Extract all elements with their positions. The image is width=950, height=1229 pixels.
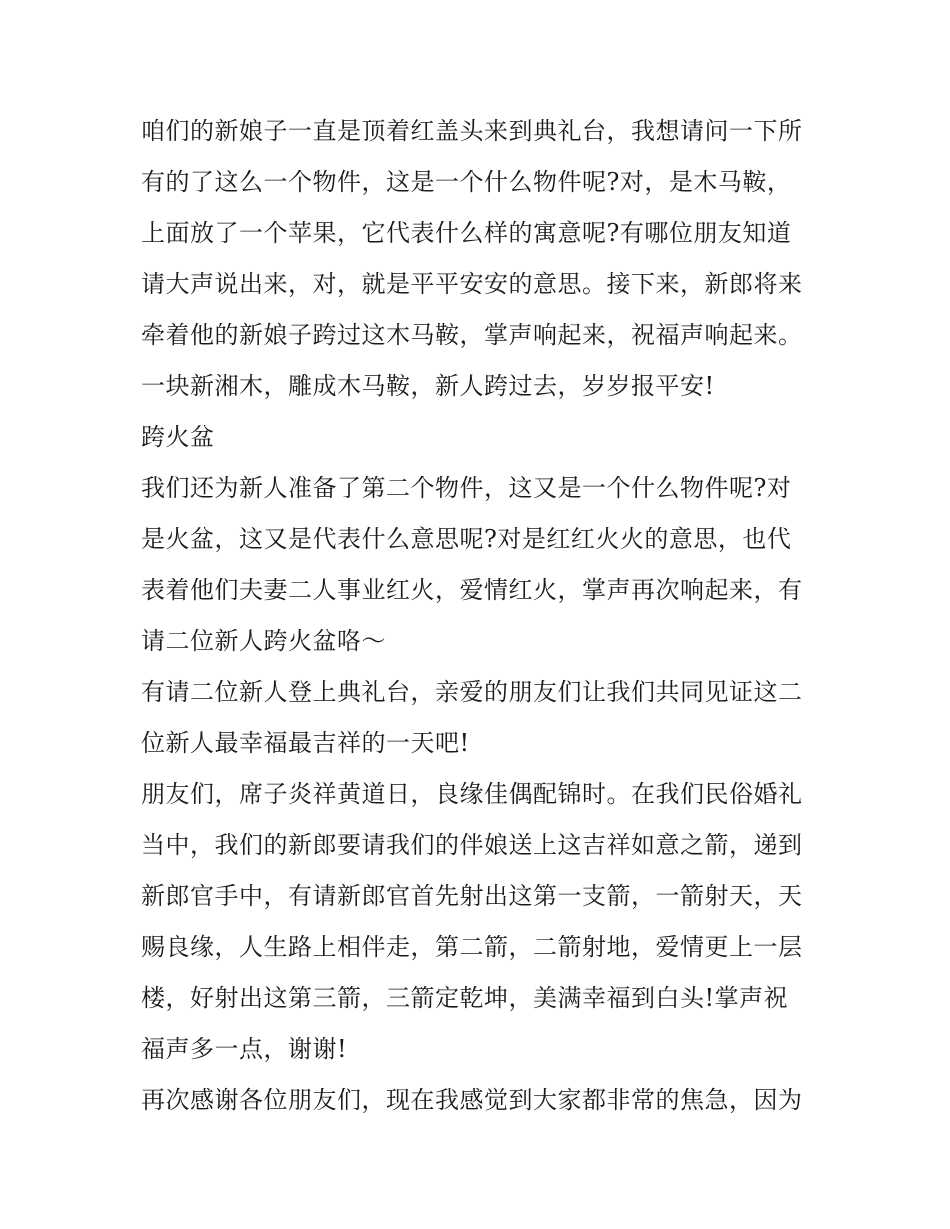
text-line: 表着他们夫妻二人事业红火，爱情红火，掌声再次响起来，有 [141,576,803,604]
text-line: 福声多一点，谢谢! [141,1035,348,1063]
text-line: 当中，我们的新郎要请我们的伴娘送上这吉祥如意之箭，递到 [141,831,803,859]
text-line: 是火盆，这又是代表什么意思呢?对是红红火火的意思，也代 [141,525,792,553]
text-line: 一块新湘木，雕成木马鞍，新人跨过去，岁岁报平安! [141,372,715,400]
text-line: 上面放了一个苹果，它代表什么样的寓意呢?有哪位朋友知道 [141,219,792,247]
text-line: 楼，好射出这第三箭，三箭定乾坤，美满幸福到白头!掌声祝 [141,984,789,1012]
text-line: 赐良缘，人生路上相伴走，第二箭，二箭射地，爱情更上一层 [141,933,803,961]
text-line: 牵着他的新娘子跨过这木马鞍，掌声响起来，祝福声响起来。 [141,321,803,349]
text-line: 位新人最幸福最吉祥的一天吧! [141,729,470,757]
text-line: 有的了这么一个物件，这是一个什么物件呢?对，是木马鞍， [141,168,792,196]
text-line: 请大声说出来，对，就是平平安安的意思。接下来，新郎将来 [141,270,803,298]
text-line: 再次感谢各位朋友们，现在我感觉到大家都非常的焦急，因为 [141,1086,803,1114]
document-body [141,106,821,1126]
text-line: 我们还为新人准备了第二个物件，这又是一个什么物件呢?对 [141,474,792,502]
text-line: 新郎官手中，有请新郎官首先射出这第一支箭，一箭射天，天 [141,882,803,910]
text-line: 咱们的新娘子一直是顶着红盖头来到典礼台，我想请问一下所 [141,117,803,145]
text-line: 有请二位新人登上典礼台，亲爱的朋友们让我们共同见证这二 [141,678,803,706]
section-heading: 跨火盆 [141,423,215,451]
text-line: 请二位新人跨火盆咯～ [141,627,386,655]
text-line: 朋友们，席子炎祥黄道日，良缘佳偶配锦时。在我们民俗婚礼 [141,780,803,808]
